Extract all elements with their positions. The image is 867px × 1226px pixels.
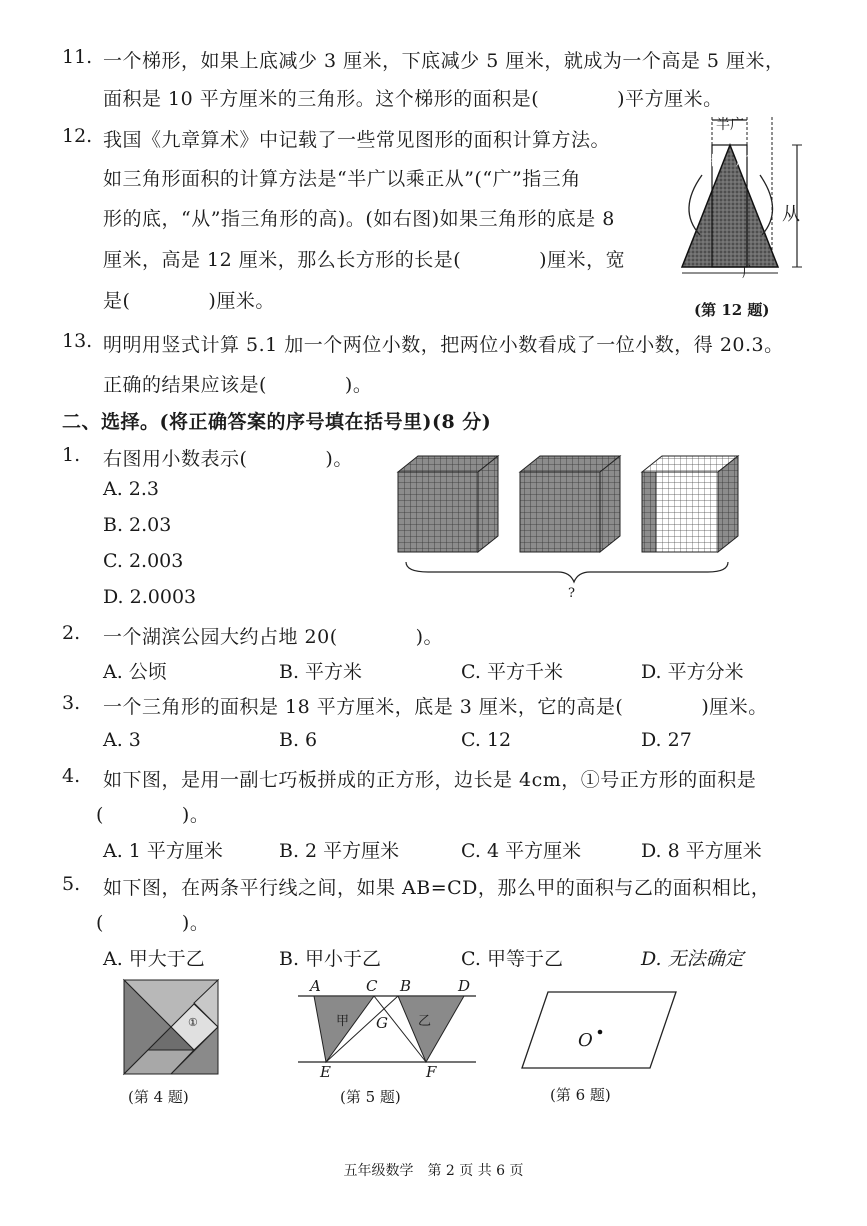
c2-option-d: D. 平方分米	[641, 661, 744, 683]
fig4-caption: (第 4 题)	[128, 1088, 189, 1106]
c4-stem-line1: 如下图，是用一副七巧板拼成的正方形，边长是 4cm，①号正方形的面积是	[103, 769, 757, 791]
c5-option-c: C. 甲等于乙	[461, 948, 563, 970]
c3-stem: 一个三角形的面积是 18 平方厘米，底是 3 厘米，它的高是( )厘米。	[103, 696, 768, 718]
q12-line4: 厘米，高是 12 厘米，那么长方形的长是( )厘米，宽	[103, 249, 626, 271]
q11-number: 11.	[62, 46, 93, 68]
tangram-figure	[124, 980, 218, 1074]
q12-line5: 是( )厘米。	[103, 290, 275, 312]
q12-fig-side-label: 从	[782, 204, 800, 225]
q12-fig-caption: (第 12 题)	[694, 301, 770, 319]
c5-option-a: A. 甲大于乙	[103, 948, 205, 970]
c1-option-a: A. 2.3	[103, 478, 160, 500]
c2-stem: 一个湖滨公园大约占地 20( )。	[103, 626, 444, 648]
c4-option-b: B. 2 平方厘米	[279, 840, 400, 862]
c5-option-b: B. 甲小于乙	[279, 948, 382, 970]
fig5-label-jia: 甲	[336, 1014, 350, 1029]
q12-fig-left-label2: 广	[736, 154, 750, 169]
c4-stem-line2: ( )。	[96, 804, 210, 826]
c4-number: 4.	[62, 765, 81, 787]
fig6-label-o: O	[578, 1030, 593, 1051]
q12-line1: 我国《九章算术》中记载了一些常见图形的面积计算方法。	[103, 129, 611, 151]
c2-option-b: B. 平方米	[279, 661, 363, 683]
q12-number: 12.	[62, 125, 93, 147]
c3-number: 3.	[62, 692, 81, 714]
q11-line1: 一个梯形，如果上底减少 3 厘米，下底减少 5 厘米，就成为一个高是 5 厘米，	[103, 50, 785, 72]
c3-option-a: A. 3	[103, 729, 141, 751]
c5-stem-line1: 如下图，在两条平行线之间，如果 AB=CD，那么甲的面积与乙的面积相比，	[103, 877, 771, 899]
c5-option-d: D. 无法确定	[641, 948, 744, 970]
q12-line3: 形的底，“从”指三角形的高)。(如右图)如果三角形的底是 8	[103, 208, 615, 230]
c3-option-c: C. 12	[461, 729, 512, 751]
q11-line2: 面积是 10 平方厘米的三角形。这个梯形的面积是( )平方厘米。	[103, 88, 723, 110]
fig6-caption: (第 6 题)	[550, 1086, 611, 1104]
tangram-piece-mark: ①	[188, 1016, 198, 1029]
fig5-label-yi: 乙	[418, 1014, 432, 1029]
q12-fig-left-label1: 半	[706, 154, 720, 169]
page-footer: 五年级数学 第 2 页 共 6 页	[343, 1163, 524, 1179]
c2-number: 2.	[62, 622, 81, 644]
q12-fig-bottom-label: 广	[742, 265, 756, 281]
parallelogram-figure	[520, 988, 680, 1072]
fig5-label-a: A	[310, 977, 321, 995]
c1-option-d: D. 2.0003	[103, 586, 197, 608]
c5-number: 5.	[62, 873, 81, 895]
q12-line2: 如三角形面积的计算方法是“半广以乘正从”(“广”指三角	[103, 168, 581, 190]
c1-number: 1.	[62, 444, 81, 466]
c5-stem-line2: ( )。	[96, 912, 210, 934]
fig5-label-c: C	[366, 977, 378, 995]
c3-option-d: D. 27	[641, 729, 692, 751]
c1-option-b: B. 2.03	[103, 514, 172, 536]
section2-title: 二、选择。(将正确答案的序号填在括号里)(8 分)	[62, 411, 492, 433]
q13-number: 13.	[62, 330, 93, 352]
fig5-label-b: B	[400, 977, 412, 995]
c4-option-d: D. 8 平方厘米	[641, 840, 762, 862]
q13-line1: 明明用竖式计算 5.1 加一个两位小数，把两位小数看成了一位小数，得 20.3。	[103, 334, 784, 356]
c1-brace-label: ?	[568, 586, 575, 601]
c4-option-c: C. 4 平方厘米	[461, 840, 582, 862]
c1-stem: 右图用小数表示( )。	[103, 448, 353, 470]
c1-option-c: C. 2.003	[103, 550, 184, 572]
fig5-label-e: E	[320, 1063, 331, 1081]
q13-line2: 正确的结果应该是( )。	[103, 374, 373, 396]
q12-triangle-figure	[672, 115, 812, 275]
c2-option-a: A. 公顷	[103, 661, 167, 683]
c3-option-b: B. 6	[279, 729, 318, 751]
fig5-caption: (第 5 题)	[340, 1088, 401, 1106]
fig5-label-d: D	[458, 977, 471, 995]
c2-option-c: C. 平方千米	[461, 661, 563, 683]
c4-option-a: A. 1 平方厘米	[103, 840, 223, 862]
q12-fig-top-label: 半广	[716, 117, 744, 133]
fig5-label-f: F	[426, 1063, 437, 1081]
c1-cubes-figure	[398, 452, 743, 602]
fig5-label-g: G	[376, 1014, 388, 1032]
